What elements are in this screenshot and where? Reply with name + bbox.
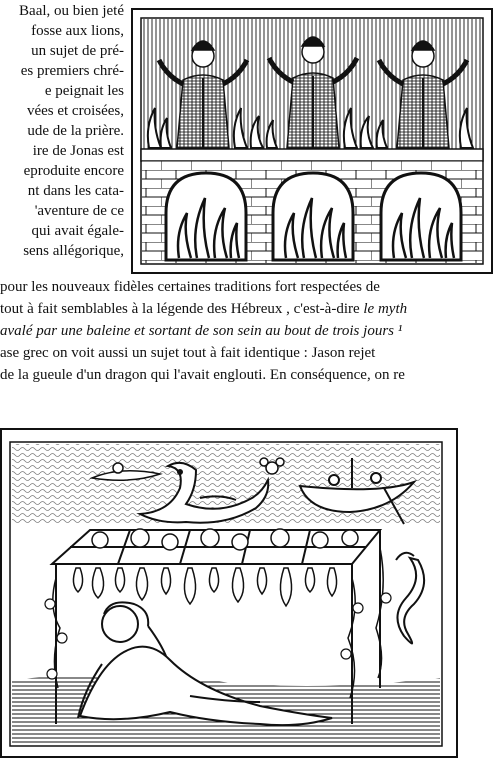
text-line: avalé par une baleine et sortant de son sein au bout de trois jours ¹ (0, 323, 403, 339)
jonah-engraving (0, 428, 458, 758)
text-line: ude de la prière. (27, 123, 124, 139)
text-line: ase grec on voit aussi un sujet tout à fait identique : Jason rejet (0, 345, 376, 361)
text-line: un sujet de pré- (31, 43, 124, 59)
text-line: nt dans les cata- (27, 183, 124, 199)
text-line: tout à fait semblables à la légende des Hébreux , c'est-à-dire le myth (0, 301, 408, 317)
text-line: e peignait les (44, 83, 124, 99)
text-line: Baal, ou bien jeté (19, 3, 124, 19)
text-line: 'aventure de ce (34, 203, 124, 219)
text-line: vées et croisées, (26, 103, 124, 119)
text-line: qui avait égale- (31, 223, 124, 239)
text-line: de la gueule d'un dragon qui l'avait englouti. En conséquence, on re (0, 367, 405, 383)
text-line: pour les nouveaux fidèles certaines traditions fort respectées de (0, 279, 380, 295)
text-line: sens allégorique, (23, 243, 124, 259)
text-line: fosse aux lions, (31, 23, 124, 39)
text-line: eproduite encore (23, 163, 124, 179)
text-line: es premiers chré- (20, 63, 124, 79)
furnace-engraving (131, 8, 493, 274)
text-line: ire de Jonas est (32, 143, 124, 159)
